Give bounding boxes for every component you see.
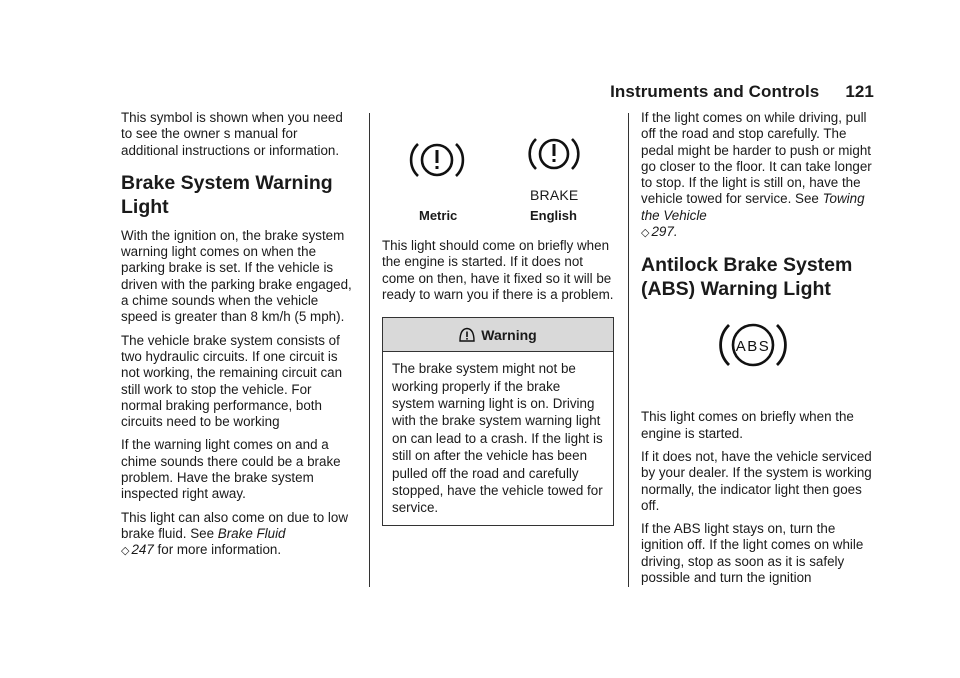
paragraph: With the ignition on, the brake system warning light comes on when the parking brake is set. If the vehicle is driven with the parking brake engaged, a chime sounds when the vehicle speed is greater than 8 km/h (5 mph).	[121, 227, 352, 325]
period: .	[673, 224, 678, 240]
abs-heading: Antilock Brake System (ABS) Warning Light	[641, 254, 853, 301]
paragraph: If the ABS light stays on, turn the ignition off. If the light comes on while driving, stop as soon as it is safely possible and turn the ignition	[641, 521, 864, 586]
intro-paragraph: This symbol is shown when you need to see the owner s manual for additional instructions or information.	[121, 110, 343, 158]
paragraph: The vehicle brake system consists of two hydraulic circuits. If one circuit is not working, the remaining circuit can still work to stop the vehicle. For normal braking performance, both circuits need to be working	[121, 332, 343, 430]
caption-metric: Metric	[419, 208, 458, 223]
towing-link[interactable]: Towing the Vehicle	[641, 191, 865, 223]
paragraph-text: If the light comes on while driving, pull off the road and stop carefully. The pedal might be harder to push or might go closer to the floor. It can take longer to stop. If the light is still on, have the vehicle towed for service. See	[641, 110, 872, 207]
brake-icons	[382, 132, 615, 223]
paragraph: If it does not, have the vehicle serviced by your dealer. If the system is working normally, the indicator light then goes off.	[641, 448, 872, 513]
paragraph-text: for more information.	[153, 542, 282, 558]
abs-icon-label: ABS	[735, 338, 771, 356]
abs-warning-icon	[717, 319, 789, 371]
paragraph-text: This light can also come on due to low brake fluid. See	[121, 509, 349, 541]
paragraph: If the warning light comes on and a chime sounds there could be a brake problem. Have the brake system inspected right away.	[121, 437, 341, 502]
caption-english: English	[530, 208, 577, 223]
warning-title: Warning	[481, 326, 537, 343]
brake-warning-icon	[409, 136, 465, 184]
page-number: 121	[845, 82, 874, 101]
page-reference-icon: ◇	[641, 227, 650, 240]
column-divider	[628, 113, 629, 587]
brake-fluid-link[interactable]: Brake Fluid	[217, 525, 286, 541]
paragraph: This light should come on briefly when the engine is started. If it does not come on then, have it fixed so it will be ready to warn you if there is a problem.	[382, 238, 614, 302]
brake-system-heading: Brake System Warning Light	[121, 171, 333, 218]
brake-icon-label: BRAKE	[530, 187, 579, 203]
column-middle	[382, 110, 615, 526]
column-left	[121, 110, 353, 567]
warning-box	[382, 317, 614, 526]
column-right	[641, 110, 876, 593]
page-ref-number[interactable]: 297	[651, 224, 674, 240]
paragraph: This light comes on briefly when the engine is started.	[641, 409, 854, 441]
warning-triangle-icon	[459, 327, 475, 342]
warning-body: The brake system might not be working properly if the brake system warning light is on. Driving with the brake system warning light on can lead to a crash. If the light is still on after the vehicle has been pulled off the road and carefully stopped, have the vehicle towed for service.	[392, 361, 603, 516]
page-ref-number[interactable]: 247	[131, 542, 154, 558]
section-title: Instruments and Controls	[610, 82, 820, 101]
page-header	[610, 82, 874, 102]
abs-icon-wrap	[641, 317, 876, 393]
warning-header	[383, 318, 613, 352]
page-reference-icon: ◇	[121, 545, 130, 558]
column-divider	[369, 113, 370, 587]
paragraph	[641, 110, 876, 241]
brake-warning-icon	[526, 132, 582, 180]
paragraph	[121, 510, 353, 560]
